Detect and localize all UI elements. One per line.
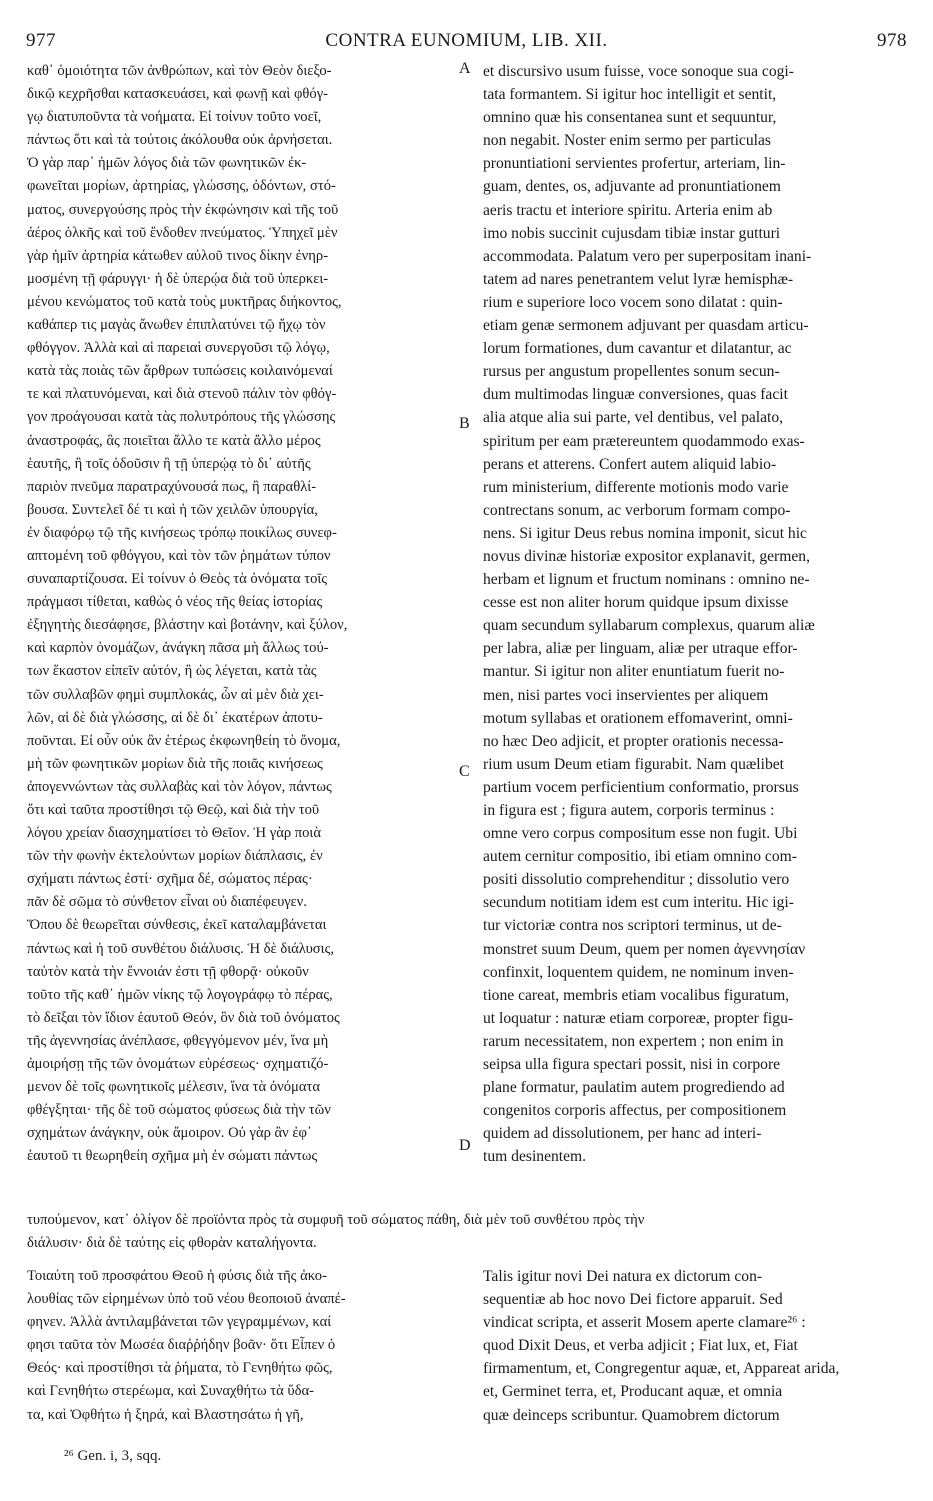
greek-text-line: συναπαρτίζουσα. Εἰ τοίνυν ὁ Θεὸς τὰ ὀνόματα τοῖς	[27, 571, 328, 588]
greek-text-line: ἀπογεννώντων τὰς συλλαβὰς καὶ τὸν λόγον, πάντως	[27, 778, 332, 795]
latin-text-line: novus divinæ historiæ expositor explanavit, germen,	[483, 547, 810, 565]
section-marker-c: C	[459, 763, 470, 780]
latin-text-line: congenitos corporis affectus, per compositionem	[483, 1102, 787, 1120]
greek-text-line: καθάπερ τις μαγὰς ἄνωθεν ἐπιπλατύνει τῷ ἤχῳ τὸν	[27, 317, 326, 334]
greek-text-line: φωνεῖται μορίων, ἀρτηρίας, γλώσσης, ὀδόντων, στό-	[27, 178, 336, 195]
greek-text-line: πάντως ὅτι καὶ τὰ τούτοις ἀκόλουθα οὐκ ἀρνήσεται.	[27, 132, 333, 149]
greek-text-line: τὸ δεῖξαι τὸν ἴδιον ἑαυτοῦ Θεόν, ὃν διὰ τοῦ ὀνόματος	[27, 1009, 340, 1026]
latin-text-line: pronuntiationi servientes profertur, arteriam, lin-	[483, 155, 786, 173]
greek-text-line: λόγου χρείαν διασχηματίσει τὸ Θεῖον. Ἡ γὰρ ποιὰ	[27, 825, 322, 842]
greek-text-line: μὴ τῶν φωνητικῶν μορίων διὰ τῆς ποιᾶς κινήσεως	[27, 755, 323, 772]
latin-text-line: quam secundum syllabarum complexus, quarum aliæ	[483, 617, 815, 635]
footnote: ²⁶ Gen. i, 3, sqq.	[64, 1448, 162, 1464]
latin-column-top	[483, 60, 908, 1169]
section-marker-a: A	[459, 60, 471, 77]
latin-text-line: partium vocem perficientium conformatio, prorsus	[483, 778, 799, 796]
greek-text-line: λῶν, αἱ δὲ διὰ γλώσσης, αἱ δὲ δι᾽ ἑκατέρων ἀποτυ-	[27, 709, 323, 726]
latin-text-line: aeris tractu et interiore spiritu. Arteria enim ab	[483, 201, 773, 219]
greek-text-line: σχημάτων ἀνάγκην, οὐκ ἄμοιρον. Οὐ γὰρ ἂν ἐφ᾽	[27, 1125, 312, 1142]
latin-text-line: alia atque alia sui parte, vel dentibus, vel palato,	[483, 409, 784, 427]
latin-text-line: ut loquatur : naturæ etiam corporeæ, propter figu-	[483, 1009, 794, 1027]
latin-text-line: et, Germinet terra, et, Producant aquæ, et omnia	[483, 1383, 783, 1401]
greek-text-line: ποῦνται. Εἰ οὖν οὐκ ἂν ἑτέρως ἐκφωνηθείη τὸ ὄνομα,	[27, 732, 341, 749]
page-number-left: 977	[26, 30, 56, 51]
latin-text-line: tum desinentem.	[483, 1148, 587, 1166]
latin-text-line: rium usum Deum etiam figurabit. Nam quælibet	[483, 755, 784, 773]
latin-text-line: firmamentum, et, Congregentur aquæ, et, Appareat arida,	[483, 1360, 840, 1378]
greek-text-line: ἀέρος ὁλκῆς καὶ τοῦ ἔνδοθεν πνεύματος. Ὑπηχεῖ μὲν	[27, 224, 338, 241]
greek-text-line: φηνεν. Ἀλλὰ ἀντιλαμβάνεται τῶν γεγραμμένων, καί	[27, 1314, 332, 1331]
greek-text-line: γὰρ ἡμῖν ἀρτηρία κάτωθεν αὐλοῦ τινος δίκην ἐνηρ-	[27, 247, 329, 264]
greek-text-line: καὶ καρπὸν ὀνομάζων, ἀνάγκη πᾶσα μὴ ἄλλως τού-	[27, 640, 329, 657]
latin-text-line: tur victoriæ contra nos scriptori terminus, ut de-	[483, 917, 782, 935]
greek-text-line: πράγμασι τίθεται, καθὼς ὁ νέος τῆς θείας ἱστορίας	[27, 594, 323, 611]
greek-text-line: διάλυσιν· διὰ δὲ ταύτης εἰς φθορὰν καταλήγοντα.	[27, 1235, 317, 1251]
latin-text-line: Talis igitur novi Dei natura ex dictorum con-	[483, 1268, 763, 1285]
latin-text-line: tione careat, membris etiam vocalibus figuratum,	[483, 986, 790, 1004]
page-number-right: 978	[877, 30, 907, 51]
greek-text-line: κατὰ τὰς ποιὰς τῶν ἄρθρων τυπώσεις κοιλαινόμεναί	[27, 363, 333, 380]
greek-text-line: ἑαυτῆς, ἢ τοῖς ὀδοῦσιν ἢ τῇ ὑπερῴᾳ τὸ δι᾽ αὐτῆς	[27, 455, 311, 472]
latin-text-line: lorum formationes, dum cavantur et dilatantur, ac	[483, 340, 792, 358]
greek-text-line: φησι ταῦτα τὸν Μωσέα διαῤῥήδην βοᾶν· ὅτι Εἶπεν ὁ	[27, 1337, 336, 1354]
greek-text-line: πάντως καὶ ἡ τοῦ συνθέτου διάλυσις. Ἡ δὲ διάλυσις,	[27, 940, 335, 957]
greek-text-line: φθόγγον. Ἀλλὰ καὶ αἱ παρειαὶ συνεργοῦσι τῷ λόγῳ,	[27, 340, 330, 357]
latin-text-line: in figura est ; figura autem, corporis terminus :	[483, 802, 775, 819]
greek-column-bottom-a	[27, 1232, 467, 1255]
greek-text-line: τῶν συλλαβῶν φημὶ συμπλοκάς, ὧν αἱ μὲν διὰ χει-	[27, 686, 324, 703]
latin-text-line: sequentiæ ab hoc novo Dei fictore apparuit. Sed	[483, 1291, 783, 1309]
section-marker-d: D	[459, 1137, 471, 1154]
greek-text-line: τα, καὶ Ὀφθήτω ἡ ξηρά, καὶ Βλαστησάτω ἡ γῆ,	[27, 1406, 304, 1423]
section-marker-b: B	[459, 415, 470, 432]
latin-text-line: contrectans sonum, ac verborum formam compo-	[483, 501, 791, 519]
latin-text-line: non negabit. Noster enim sermo per particulas	[483, 132, 771, 150]
greek-text-line: φθέγξηται· τῆς δὲ τοῦ σώματος φύσεως διὰ τὴν τῶν	[27, 1102, 331, 1119]
latin-text-line: accommodata. Palatum vero per superpositam inani-	[483, 247, 812, 265]
latin-text-line: vindicat scripta, et asserit Mosem aperte clamare²⁶ :	[483, 1314, 806, 1332]
greek-text-line: απτομένη τοῦ φθόγγου, καὶ τὸν τῶν ῥημάτων τύπον	[27, 547, 331, 564]
latin-text-line: per labra, aliæ per linguam, aliæ per utraque effor-	[483, 640, 798, 658]
greek-text-line: ἀμοιρήσῃ τῆς τῶν ὀνομάτων εὑρέσεως· σχηματιζό-	[27, 1056, 329, 1073]
running-title: CONTRA EUNOMIUM, LIB. XII.	[325, 30, 608, 51]
latin-text-line: omnino quæ his consentanea sunt et sequuntur,	[483, 109, 777, 127]
greek-text-line: παριὸν πνεῦμα παρατραχύνουσά πως, ἢ παραθλί-	[27, 478, 317, 495]
latin-text-line: imo nobis succinit cujusdam tibiæ instar gutturi	[483, 224, 781, 242]
greek-text-line: γῳ διατυποῦντα τὰ νοήματα. Εἰ τοίνυν τοῦτο νοεῖ,	[27, 109, 322, 126]
greek-column-bottom-b	[27, 1265, 467, 1427]
latin-text-line: rarum necessitatem, non expertem ; non enim in	[483, 1032, 784, 1050]
latin-text-line: quæ deinceps scribuntur. Quamobrem dictorum	[483, 1406, 780, 1424]
greek-text-line: μοσμένη τῇ φάρυγγι· ἡ δὲ ὑπερῴα διὰ τοῦ ὑπερκει-	[27, 270, 329, 287]
latin-text-line: dum multimodas linguæ conversiones, quas facit	[483, 386, 788, 404]
greek-text-line: Τοιαύτη τοῦ προσφάτου Θεοῦ ἡ φύσις διὰ τῆς ἀκο-	[27, 1268, 327, 1284]
greek-text-line: των ἕκαστον εἰπεῖν αὐτόν, ἢ ὡς λέγεται, κατὰ τὰς	[27, 663, 317, 680]
latin-text-line: positi dissolutio comprehenditur ; dissolutio vero	[483, 871, 790, 889]
latin-text-line: tatem ad nares penetrantem velut lyræ hemisphæ-	[483, 270, 794, 288]
greek-text-line: καθ᾽ ὁμοιότητα τῶν ἀνθρώπων, καὶ τὸν Θεὸν διεξο-	[27, 63, 332, 79]
greek-text-line: Ὅπου δὲ θεωρεῖται σύνθεσις, ἐκεῖ καταλαμβάνεται	[27, 917, 327, 934]
latin-text-line: nens. Si igitur Deus rebus nomina imponit, sicut hic	[483, 524, 807, 542]
latin-text-line: rum ministerium, differente motionis modo varie	[483, 478, 789, 496]
greek-text-line: τοῦτο τῆς καθ᾽ ἡμῶν νίκης τῷ λογογράφῳ τὸ πέρας,	[27, 986, 333, 1003]
latin-text-line: quod Dixit Deus, et verba adjicit ; Fiat lux, et, Fiat	[483, 1337, 798, 1355]
full-width-line: τυπούμενον, κατ᾽ ὀλίγον δὲ προϊόντα πρὸς τὰ συμφυῆ τοῦ σώματος πάθη, διὰ μὲν τοῦ συνθέτου πρὸς τὴν	[27, 1212, 645, 1228]
greek-text-line: καὶ Γενηθήτω στερέωμα, καὶ Συναχθήτω τὰ ὕδα-	[27, 1383, 315, 1400]
greek-text-line: μένου κενώματος τοῦ κατὰ τοὺς μυκτῆρας διήκοντος,	[27, 293, 342, 310]
greek-text-line: τῶν τὴν φωνὴν ἐκτελούντων μορίων διάπλασις, ἐν	[27, 848, 323, 865]
latin-text-line: et discursivo usum fuisse, voce sonoque sua cogi-	[483, 63, 794, 80]
latin-text-line: rursus per angustum propellentes sonum secun-	[483, 363, 780, 381]
latin-text-line: spiritum per eam prætereuntem quodammodo exas-	[483, 432, 805, 450]
greek-text-line: τε καὶ πλατυνόμεναι, καὶ διὰ στενοῦ πάλιν τὸν φθόγ-	[27, 386, 337, 403]
latin-text-line: confinxit, loquentem quidem, ne nominum inven-	[483, 963, 794, 981]
greek-text-line: Θεός· καὶ προστίθησι τὰ ῥήματα, τὸ Γενηθήτω φῶς,	[27, 1360, 333, 1377]
latin-text-line: secundum notitiam idem est cum interitu. Hic igi-	[483, 894, 794, 912]
greek-text-line: γον προάγουσαι κατὰ τὰς πολυτρόπους τῆς γλώσσης	[27, 409, 336, 426]
latin-text-line: mantur. Si igitur non aliter enuntiatum fuerit no-	[483, 663, 785, 681]
latin-text-line: quidem ad dissolutionem, per hanc ad interi-	[483, 1125, 762, 1143]
latin-text-line: monstret suum Deum, quem per nomen ἀγεννησίαν	[483, 940, 806, 958]
greek-text-line: τῆς ἀγεννησίας ἀνέπλασε, φθεγγόμενον μέν, ἵνα μὴ	[27, 1032, 329, 1049]
greek-text-line: σχήματι πάντως ἐστί· σχῆμα δέ, σώματος πέρας·	[27, 871, 313, 888]
latin-text-line: tata formantem. Si igitur hoc intelligit et sentit,	[483, 86, 777, 104]
latin-text-line: men, nisi partes voci inservientes per aliquem	[483, 686, 769, 704]
latin-text-line: herbam et lignum et fructum nominans : omnino ne-	[483, 571, 810, 589]
latin-text-line: guam, dentes, os, adjuvante ad pronuntiationem	[483, 178, 781, 196]
latin-text-line: seipsa ulla figura spectari possit, nisi in corpore	[483, 1056, 781, 1074]
greek-text-line: ὅτι καὶ ταῦτα προστίθησι τῷ Θεῷ, καὶ διὰ τὴν τοῦ	[27, 802, 320, 818]
greek-text-line: ἑαυτοῦ τι θεωρηθείη σχῆμα μὴ ἐν σώματι πάντως	[27, 1148, 318, 1165]
latin-column-bottom	[483, 1265, 908, 1427]
greek-text-line: Ὁ γὰρ παρ᾽ ἡμῶν λόγος διὰ τῶν φωνητικῶν ἐκ-	[27, 155, 307, 172]
greek-text-line: μενον δὲ τοῖς φωνητικοῖς μέλεσιν, ἵνα τὰ ὀνόματα	[27, 1079, 320, 1096]
greek-text-line: ἐξηγητὴς διεσάφησε, βλάστην καὶ βοτάνην, καὶ ξύλον,	[27, 617, 348, 634]
latin-text-line: etiam genæ sermonem adjuvant per quasdam articu-	[483, 317, 809, 335]
latin-text-line: motum syllabas et orationem effomaverint, omni-	[483, 709, 793, 727]
greek-column-top	[27, 60, 467, 1169]
latin-text-line: omne vero corpus compositum esse non fugit. Ubi	[483, 825, 798, 843]
latin-text-line: no hæc Deo adjicit, et propter orationis necessa-	[483, 732, 784, 750]
greek-text-line: ματος, συνεργούσης πρὸς τὴν ἐκφώνησιν καὶ τῆς τοῦ	[27, 201, 339, 218]
latin-text-line: plane formatur, paulatim autem progrediendo ad	[483, 1079, 785, 1097]
greek-text-line: ταὐτὸν κατὰ τὴν ἔννοιάν ἐστι τῇ φθορᾷ· οὐκοῦν	[27, 963, 309, 980]
greek-text-line: βουσα. Συντελεῖ δέ τι καὶ ἡ τῶν χειλῶν ὑπουργία,	[27, 501, 318, 518]
greek-text-line: ἐν διαφόρῳ τῷ τῆς κινήσεως τρόπῳ ποικίλως συνεφ-	[27, 524, 337, 541]
latin-text-line: perans et atterens. Confert autem aliquid labio-	[483, 455, 777, 473]
latin-text-line: autem cernitur compositio, ibi etiam omnino com-	[483, 848, 797, 866]
greek-text-line: λουθίας τῶν εἰρημένων ὑπὸ τοῦ νέου θεοποιοῦ ἀναπέ-	[27, 1291, 346, 1308]
greek-text-line: πᾶν δὲ σῶμα τὸ σύνθετον εἶναι οὐ διαπέφευγεν.	[27, 894, 307, 911]
greek-text-line: δικῷ κεχρῆσθαι κατασκευάσει, καὶ φωνῇ καὶ φθόγ-	[27, 86, 329, 103]
latin-text-line: cesse est non aliter horum quidque ipsum dixisse	[483, 594, 789, 612]
latin-text-line: rium e superiore loco vocem sono dilatat : quin-	[483, 293, 783, 311]
page-header	[0, 30, 933, 58]
greek-text-line: ἀναστροφάς, ἃς ποιεῖται ἄλλο τε κατὰ ἄλλο μέρος	[27, 432, 321, 449]
